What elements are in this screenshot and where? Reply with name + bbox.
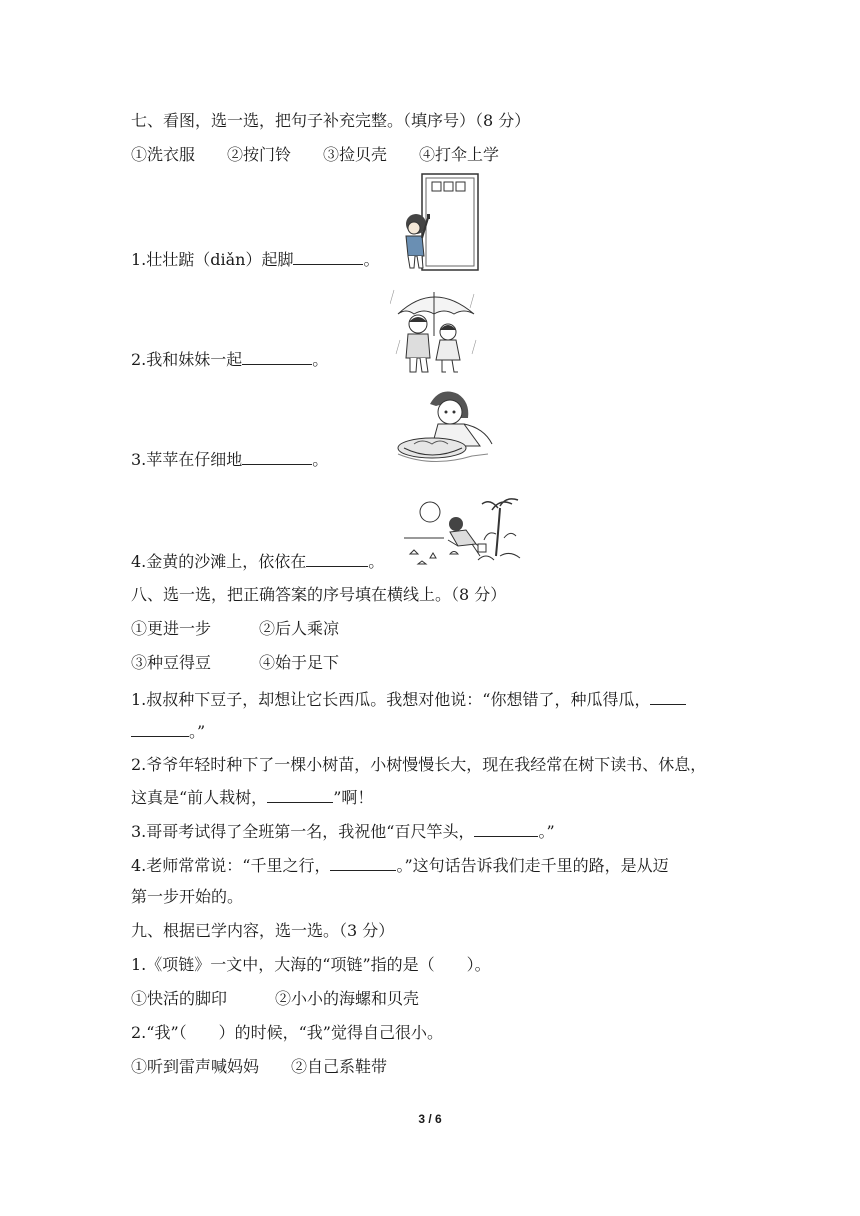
section8-question-3: 3.哥哥考试得了全班第一名，我祝他“百尺竿头， 。”: [131, 822, 555, 841]
section8-question-2-cont: 这真是“前人栽树， ”啊！: [131, 788, 374, 807]
answer-blank[interactable]: [650, 688, 686, 705]
umbrella-illustration: [390, 280, 482, 376]
section7-question-1: 1.壮壮踮（diǎn）起脚 。: [131, 250, 380, 269]
section7-question-4: 4.金黄的沙滩上，依依在 。: [131, 552, 385, 571]
section8-question-4-cont: 第一步开始的。: [131, 887, 244, 906]
answer-blank[interactable]: [306, 550, 368, 567]
section7-title: 七、看图，选一选，把句子补充完整。（填序号）（8 分）: [131, 111, 531, 130]
page-number: 3 / 6: [418, 1112, 442, 1126]
section7-options: ①洗衣服 ②按门铃 ③捡贝壳 ④打伞上学: [131, 145, 500, 164]
answer-blank[interactable]: [293, 248, 363, 265]
section8-title: 八、选一选，把正确答案的序号填在横线上。（8 分）: [131, 585, 507, 604]
answer-blank[interactable]: [474, 820, 538, 837]
doorbell-illustration: [388, 172, 484, 272]
section8-question-4: 4.老师常常说：“千里之行， 。”这句话告诉我们走千里的路，是从迈: [131, 856, 669, 875]
section9-title: 九、根据已学内容，选一选。（3 分）: [131, 921, 395, 940]
section8-question-1-cont: 。”: [131, 720, 205, 743]
beach-shells-illustration: [400, 494, 522, 570]
section7-question-2: 2.我和妹妹一起 。: [131, 350, 329, 369]
answer-blank[interactable]: [242, 448, 312, 465]
answer-blank[interactable]: [330, 854, 396, 871]
section9-question-2: 2.“我”（ ）的时候，“我”觉得自己很小。: [131, 1023, 443, 1042]
answer-blank[interactable]: [242, 348, 312, 365]
section9-question-2-options: ①听到雷声喊妈妈 ②自己系鞋带: [131, 1057, 388, 1076]
section9-question-1: 1.《项链》一文中，大海的“项链”指的是（ ）。: [131, 955, 491, 974]
section8-options-row-2: ③种豆得豆 ④始于足下: [131, 653, 340, 672]
answer-blank[interactable]: [131, 720, 189, 737]
section8-options-row-1: ①更进一步 ②后人乘凉: [131, 619, 340, 638]
section8-question-1: 1.叔叔种下豆子，却想让它长西瓜。我想对他说：“你想错了，种瓜得瓜，: [131, 688, 686, 711]
section7-question-3: 3.苹苹在仔细地 。: [131, 450, 329, 469]
washing-clothes-illustration: [392, 384, 496, 470]
section8-question-2: 2.爷爷年轻时种下了一棵小树苗，小树慢慢长大，现在我经常在树下读书、休息，: [131, 755, 707, 774]
section9-question-1-options: ①快活的脚印 ②小小的海螺和贝壳: [131, 989, 420, 1008]
answer-blank[interactable]: [267, 786, 333, 803]
